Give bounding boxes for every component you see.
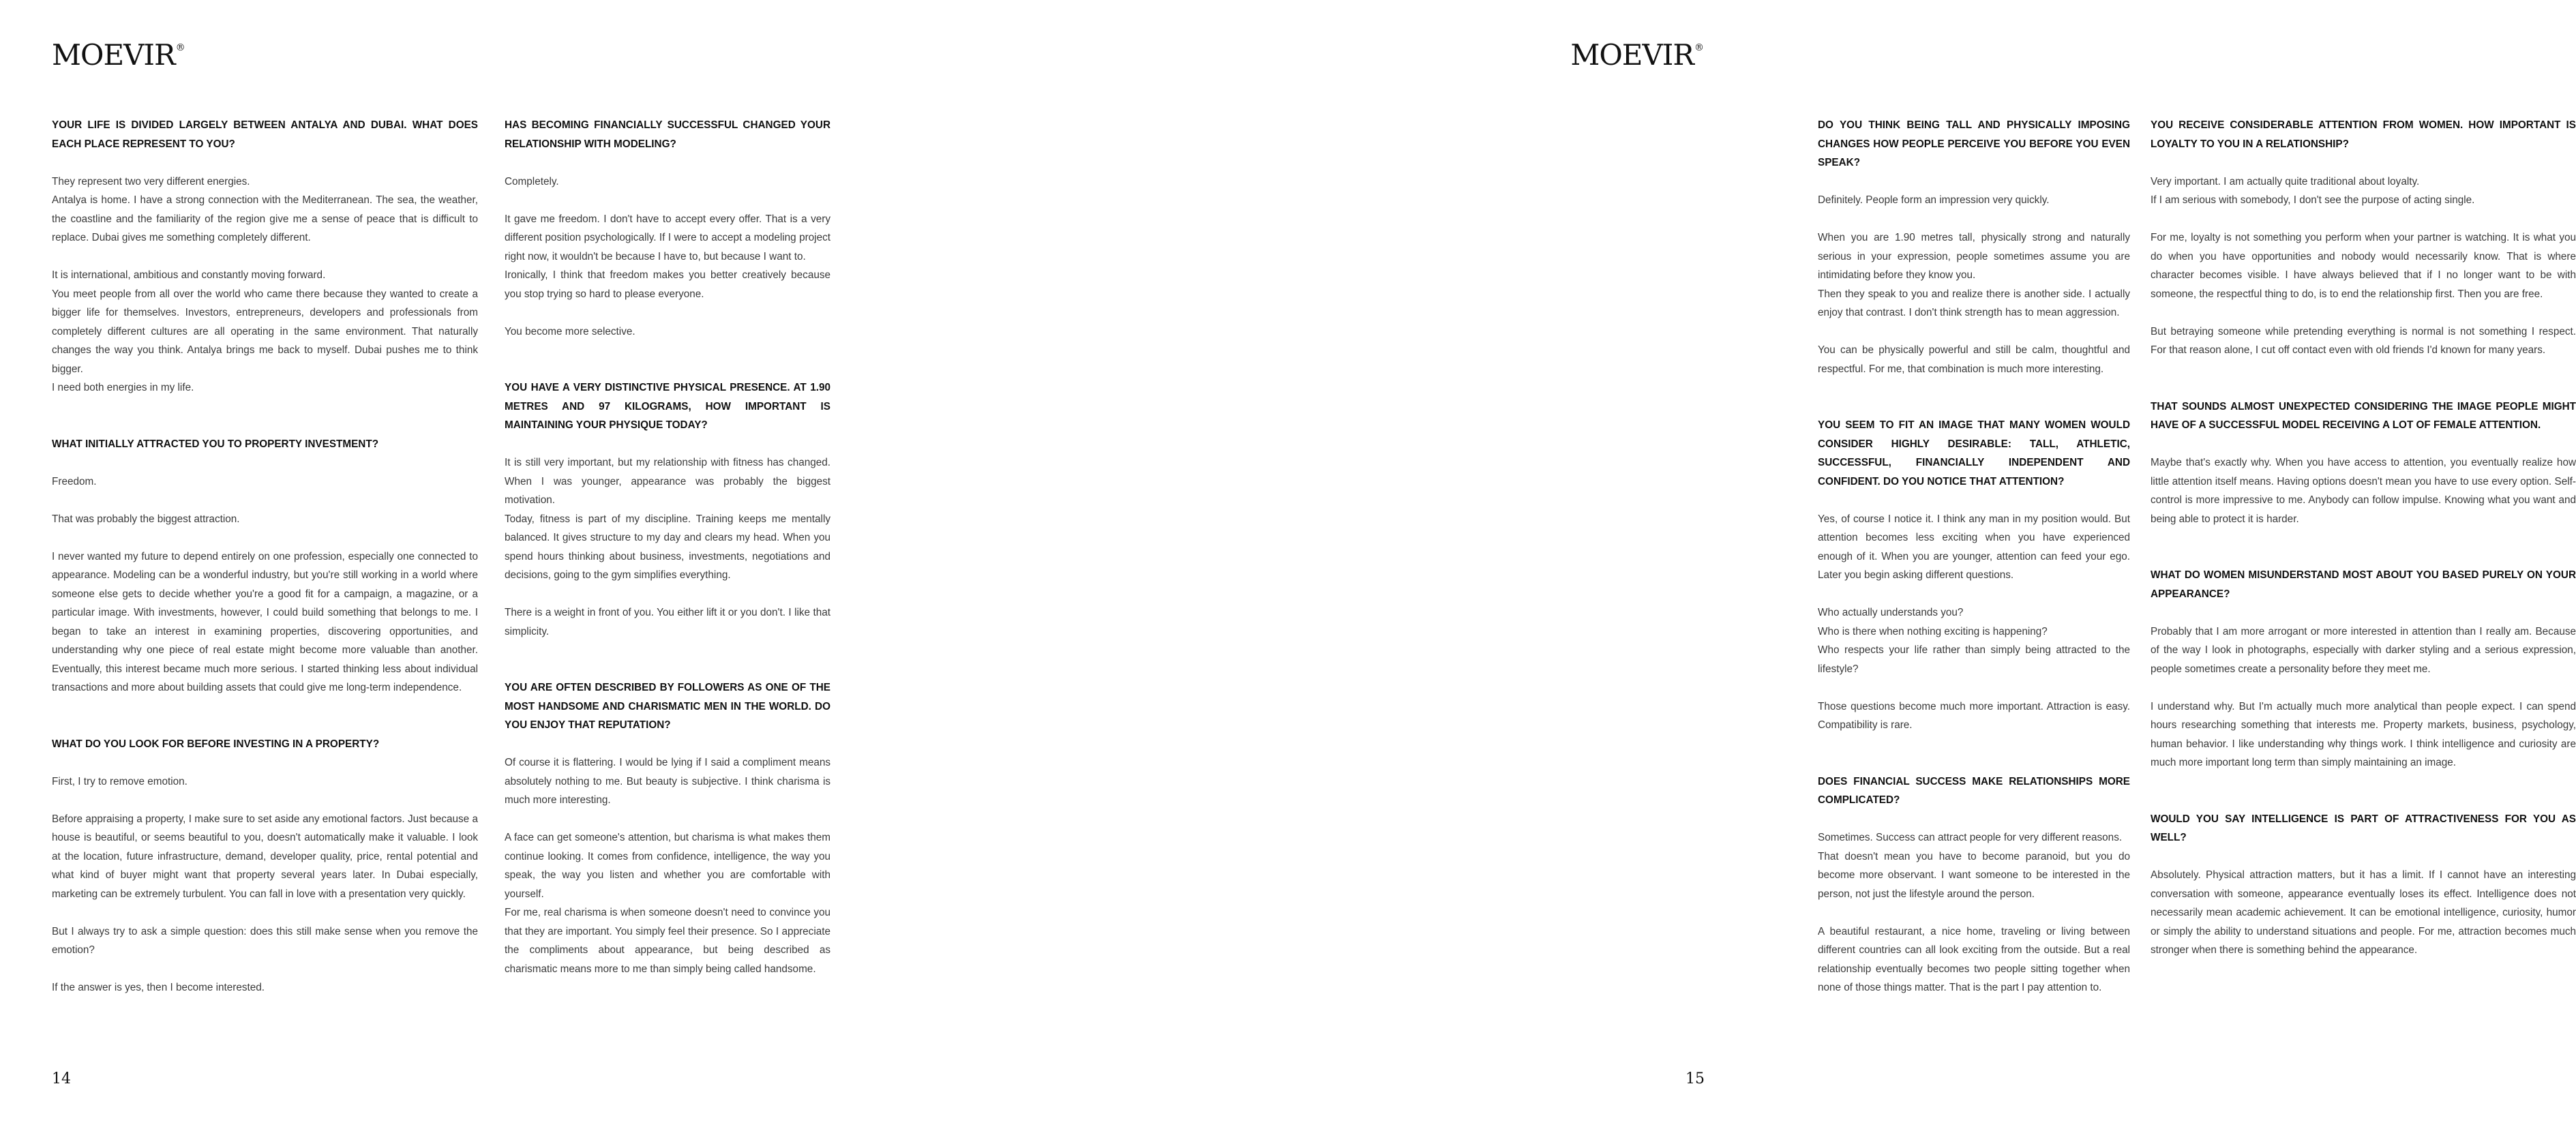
section-gap (2151, 791, 2576, 810)
interview-question: WOULD YOU SAY INTELLIGENCE IS PART OF ATTRACTIVENESS FOR YOU AS WELL? (2151, 813, 2576, 843)
page-number: 14 (52, 1070, 71, 1087)
paragraph-gap (52, 247, 478, 267)
text-column (52, 116, 478, 997)
interview-block (52, 435, 478, 697)
page-number: 15 (1686, 1070, 1705, 1087)
answer-paragraph: Before appraising a property, I make sure to set aside any emotional factors. Just because a house is beautiful, or seems beautiful to you, doesn't automatically make it valuable. I look at the location, future infrastructure, demand, developer quality, price, rental potential and what kind of buyer might want that property several years later. In Dubai especially, marketing can be extremely turbulent. You can fall in love with a presentation very quickly. (52, 813, 478, 900)
question-gap (52, 153, 478, 172)
interview-block (505, 678, 830, 978)
answer-paragraph: It gave me freedom. I don't have to accept every offer. That is a very different position psychologically. If I were to accept a modeling project right now, it wouldn't be because I have to, but because I want to. (505, 213, 830, 262)
section-gap (1818, 753, 2130, 772)
right-page (873, 0, 2576, 1129)
paragraph-gap (1818, 210, 2130, 229)
text-column (505, 116, 830, 978)
question-gap (1818, 172, 2130, 192)
interview-block (2151, 116, 2576, 360)
interview-question: DO YOU THINK BEING TALL AND PHYSICALLY IMPOSING CHANGES HOW PEOPLE PERCEIVE YOU BEFORE YOU EVEN SPEAK? (1818, 119, 2130, 168)
interview-answer (505, 172, 830, 342)
paragraph-gap (52, 491, 478, 510)
answer-paragraph: First, I try to remove emotion. (52, 775, 188, 787)
section-gap (505, 660, 830, 679)
paragraph-gap (1818, 585, 2130, 604)
interview-block (2151, 810, 2576, 960)
paragraph-gap (52, 791, 478, 810)
interview-answer (52, 472, 478, 697)
answer-paragraph: If I am serious with somebody, I don't see the purpose of acting single. (2151, 194, 2475, 206)
answer-paragraph: You become more selective. (505, 325, 635, 337)
section-gap (1818, 735, 2130, 754)
answer-paragraph: Who is there when nothing exciting is happening? (1818, 625, 2048, 637)
section-gap (505, 641, 830, 660)
answer-paragraph: Who respects your life rather than simply being attracted to the lifestyle? (1818, 644, 2130, 675)
paragraph-gap (52, 960, 478, 979)
interview-block (1818, 416, 2130, 735)
question-gap (2151, 847, 2576, 867)
question-gap (505, 735, 830, 754)
interview-block (52, 116, 478, 397)
magazine-logo: MOEVIR® (52, 38, 185, 72)
answer-paragraph: Antalya is home. I have a strong connection with the Mediterranean. The sea, the weather, the coastline and the familiarity of the region give me a sense of peace that is difficult to replace. Dubai gives me something completely different. (52, 194, 478, 243)
interview-answer (52, 772, 478, 997)
question-gap (2151, 603, 2576, 622)
answer-paragraph: You can be physically powerful and still be calm, thoughtful and respectful. For me, that combination is much more interesting. (1818, 344, 2130, 375)
answer-paragraph: Today, fitness is part of my discipline. Training keeps me mentally balanced. It gives structure to my day and clears my head. When you spend hours thinking about business, investments, negotiations and decisions, going to the gym simplifies everything. (505, 513, 830, 581)
answer-paragraph: They represent two very different energies. (52, 175, 250, 187)
answer-paragraph: It is international, ambitious and constantly moving forward. (52, 269, 326, 281)
paragraph-gap (1818, 678, 2130, 697)
paragraph-gap (505, 585, 830, 604)
answer-paragraph: When you are 1.90 metres tall, physically strong and naturally serious in your expression, people sometimes assume you are intimidating before they know you. (1818, 232, 2130, 281)
paragraph-gap (1818, 903, 2130, 922)
paragraph-gap (52, 903, 478, 922)
section-gap (505, 360, 830, 379)
interview-question: YOU HAVE A VERY DISTINCTIVE PHYSICAL PRESENCE. AT 1.90 METRES AND 97 KILOGRAMS, HOW IMPORTANT IS MAINTAINING YOUR PHYSIQUE TODAY? (505, 382, 830, 431)
section-gap (2151, 378, 2576, 397)
answer-paragraph: That doesn't mean you have to become paranoid, but you do become more observant. I want someone to be interested in the person, not just the lifestyle around the person. (1818, 850, 2130, 900)
question-gap (505, 153, 830, 172)
answer-paragraph: Sometimes. Success can attract people for very different reasons. (1818, 832, 2123, 843)
interview-answer (505, 753, 830, 978)
answer-paragraph: Definitely. People form an impression very quickly. (1818, 194, 2050, 206)
section-gap (2151, 547, 2576, 567)
interview-question: WHAT DO WOMEN MISUNDERSTAND MOST ABOUT YOU BASED PURELY ON YOUR APPEARANCE? (2151, 569, 2576, 600)
interview-answer (2151, 866, 2576, 960)
answer-paragraph: There is a weight in front of you. You either lift it or you don't. I like that simplicity. (505, 607, 830, 637)
answer-paragraph: A beautiful restaurant, a nice home, traveling or living between different countries can all look exciting from the outside. But a real relationship eventually becomes two people sitting together when none of those things matter. That is the part I pay attention to. (1818, 925, 2130, 993)
question-gap (52, 453, 478, 472)
interview-answer (52, 172, 478, 397)
answer-paragraph: That was probably the biggest attraction. (52, 513, 240, 525)
answer-paragraph: I never wanted my future to depend entirely on one profession, especially one connected to appearance. Modeling can be a wonderful industry, but you're still working in a world where someone else gets to decide whether you're a good fit for a campaign, a magazine, or a particular image. With investments, however, I could build something that belongs to me. I began to take an interest in examining properties, discovering opportunities, and understanding why one piece of real estate might become more valuable than another. Eventually, this interest became much more serious. I started thinking less about individual transactions and more about building assets that could give me long-term independence. (52, 550, 478, 693)
answer-paragraph: Ironically, I think that freedom makes you better creatively because you stop trying so hard to please everyone. (505, 269, 830, 300)
answer-paragraph: Of course it is flattering. I would be lying if I said a compliment means absolutely nothing to me. But beauty is subjective. I think charisma is much more interesting. (505, 757, 830, 806)
paragraph-gap (1818, 322, 2130, 342)
interview-block (2151, 397, 2576, 529)
interview-answer (1818, 828, 2130, 997)
question-gap (505, 435, 830, 454)
section-gap (52, 397, 478, 417)
interview-block (1818, 116, 2130, 378)
question-gap (2151, 435, 2576, 454)
interview-block (1818, 772, 2130, 997)
question-gap (1818, 810, 2130, 829)
answer-paragraph: I need both energies in my life. (52, 382, 194, 393)
section-gap (52, 716, 478, 735)
interview-answer (2151, 622, 2576, 772)
question-gap (2151, 153, 2576, 172)
interview-block (52, 735, 478, 997)
answer-paragraph: Completely. (505, 175, 559, 187)
answer-paragraph: Who actually understands you? (1818, 607, 1964, 618)
interview-question: YOU RECEIVE CONSIDERABLE ATTENTION FROM WOMEN. HOW IMPORTANT IS LOYALTY TO YOU IN A RELATIONSHIP? (2151, 119, 2576, 150)
answer-paragraph: Those questions become much more important. Attraction is easy. Compatibility is rare. (1818, 700, 2130, 731)
interview-question: HAS BECOMING FINANCIALLY SUCCESSFUL CHANGED YOUR RELATIONSHIP WITH MODELING? (505, 119, 830, 150)
answer-paragraph: It is still very important, but my relationship with fitness has changed. When I was younger, appearance was probably the biggest motivation. (505, 457, 830, 506)
paragraph-gap (52, 528, 478, 547)
paragraph-gap (2151, 678, 2576, 697)
interview-answer (505, 453, 830, 641)
interview-question: THAT SOUNDS ALMOST UNEXPECTED CONSIDERING THE IMAGE PEOPLE MIGHT HAVE OF A SUCCESSFUL MODEL RECEIVING A LOT OF FEMALE ATTENTION. (2151, 400, 2576, 431)
answer-paragraph: Maybe that's exactly why. When you have access to attention, you eventually realize how little attention itself means. Having options doesn't mean you have to use every option. Self-control is more impressive to me. Anybody can follow impulse. Knowing what you want and being able to protect it is harder. (2151, 457, 2576, 525)
text-column (1818, 116, 2130, 997)
answer-paragraph: Yes, of course I notice it. I think any man in my position would. But attention becomes less exciting when you have experienced enough of it. When you are younger, attention can feed your ego. Later you begin asking different questions. (1818, 513, 2130, 581)
interview-question: DOES FINANCIAL SUCCESS MAKE RELATIONSHIPS MORE COMPLICATED? (1818, 775, 2130, 806)
paragraph-gap (505, 191, 830, 210)
answer-paragraph: Then they speak to you and realize there is another side. I actually enjoy that contrast. I don't think strength has to mean aggression. (1818, 288, 2130, 318)
interview-block (2151, 566, 2576, 772)
interview-answer (1818, 510, 2130, 735)
answer-paragraph: But I always try to ask a simple question: does this still make sense when you remove the emotion? (52, 925, 478, 956)
answer-paragraph: For me, real charisma is when someone doesn't need to convince you that they are important. You simply feel their presence. So I appreciate the compliments about appearance, but being described as charismatic means more to me than simply being called handsome. (505, 907, 830, 975)
paragraph-gap (505, 303, 830, 322)
interview-question: WHAT INITIALLY ATTRACTED YOU TO PROPERTY INVESTMENT? (52, 438, 379, 450)
section-gap (2151, 360, 2576, 379)
section-gap (52, 697, 478, 717)
answer-paragraph: Very important. I am actually quite traditional about loyalty. (2151, 175, 2420, 187)
section-gap (52, 416, 478, 435)
paragraph-gap (505, 810, 830, 829)
answer-paragraph: I understand why. But I'm actually much more analytical than people expect. I can spend hours researching something that interests me. Property markets, business, psychology, human behavior. I like understanding why things work. I think intelligence and curiosity are much more important long term than simply maintaining an image. (2151, 700, 2576, 768)
paragraph-gap (2151, 303, 2576, 322)
magazine-logo: MOEVIR® (1570, 38, 1703, 72)
section-gap (2151, 528, 2576, 547)
section-gap (505, 341, 830, 360)
interview-question: WHAT DO YOU LOOK FOR BEFORE INVESTING IN A PROPERTY? (52, 738, 380, 750)
interview-answer (1818, 191, 2130, 378)
section-gap (1818, 397, 2130, 417)
answer-paragraph: For me, loyalty is not something you perform when your partner is watching. It is what you do when you have opportunities and nobody would necessarily know. That is where character becomes visible. I have always believed that if I no longer want to be with someone, the respectful thing to do, is to end the relationship first. Then you are free. (2151, 232, 2576, 300)
answer-paragraph: But betraying someone while pretending everything is normal is not something I respect. For that reason alone, I cut off contact even with old friends I'd known for many years. (2151, 325, 2576, 356)
paragraph-gap (2151, 210, 2576, 229)
interview-answer (2151, 172, 2576, 360)
interview-block (505, 378, 830, 641)
text-column (2151, 116, 2576, 960)
answer-paragraph: Absolutely. Physical attraction matters, but it has a limit. If I cannot have an interesting conversation with someone, appearance eventually loses its effect. Intelligence does not necessarily mean academic achievement. It can be emotional intelligence, curiosity, humor or simply the ability to understand situations and people. For me, attraction becomes much stronger when there is something behind the appearance. (2151, 869, 2576, 956)
answer-paragraph: Probably that I am more arrogant or more interested in attention than I really am. Because of the way I look in photographs, especially with darker styling and a serious expression, people sometimes create a personality before they meet me. (2151, 625, 2576, 675)
left-page (0, 0, 873, 1129)
answer-paragraph: If the answer is yes, then I become interested. (52, 982, 265, 993)
answer-paragraph: Freedom. (52, 475, 97, 487)
interview-answer (2151, 453, 2576, 528)
question-gap (1818, 491, 2130, 510)
interview-question: YOU SEEM TO FIT AN IMAGE THAT MANY WOMEN WOULD CONSIDER HIGHLY DESIRABLE: TALL, ATHLETIC, SUCCESSFUL, FINANCIALLY INDEPENDENT AND CONFIDENT. DO YOU NOTICE THAT ATTENTION? (1818, 419, 2130, 487)
section-gap (2151, 772, 2576, 792)
interview-question: YOU ARE OFTEN DESCRIBED BY FOLLOWERS AS ONE OF THE MOST HANDSOME AND CHARISMATIC MEN IN THE WORLD. DO YOU ENJOY THAT REPUTATION? (505, 682, 830, 731)
answer-paragraph: A face can get someone's attention, but charisma is what makes them continue looking. It comes from confidence, intelligence, the way you speak, the way you listen and whether you are comfortable with yourself. (505, 832, 830, 900)
section-gap (1818, 378, 2130, 397)
interview-question: YOUR LIFE IS DIVIDED LARGELY BETWEEN ANTALYA AND DUBAI. WHAT DOES EACH PLACE REPRESENT TO YOU? (52, 119, 478, 150)
answer-paragraph: You meet people from all over the world who came there because they wanted to create a bigger life for themselves. Investors, entrepreneurs, developers and professionals from completely different cultures are all operating in the same environment. That naturally changes the way you think. Antalya brings me back to myself. Dubai pushes me to think bigger. (52, 288, 478, 375)
interview-block (505, 116, 830, 341)
question-gap (52, 753, 478, 772)
